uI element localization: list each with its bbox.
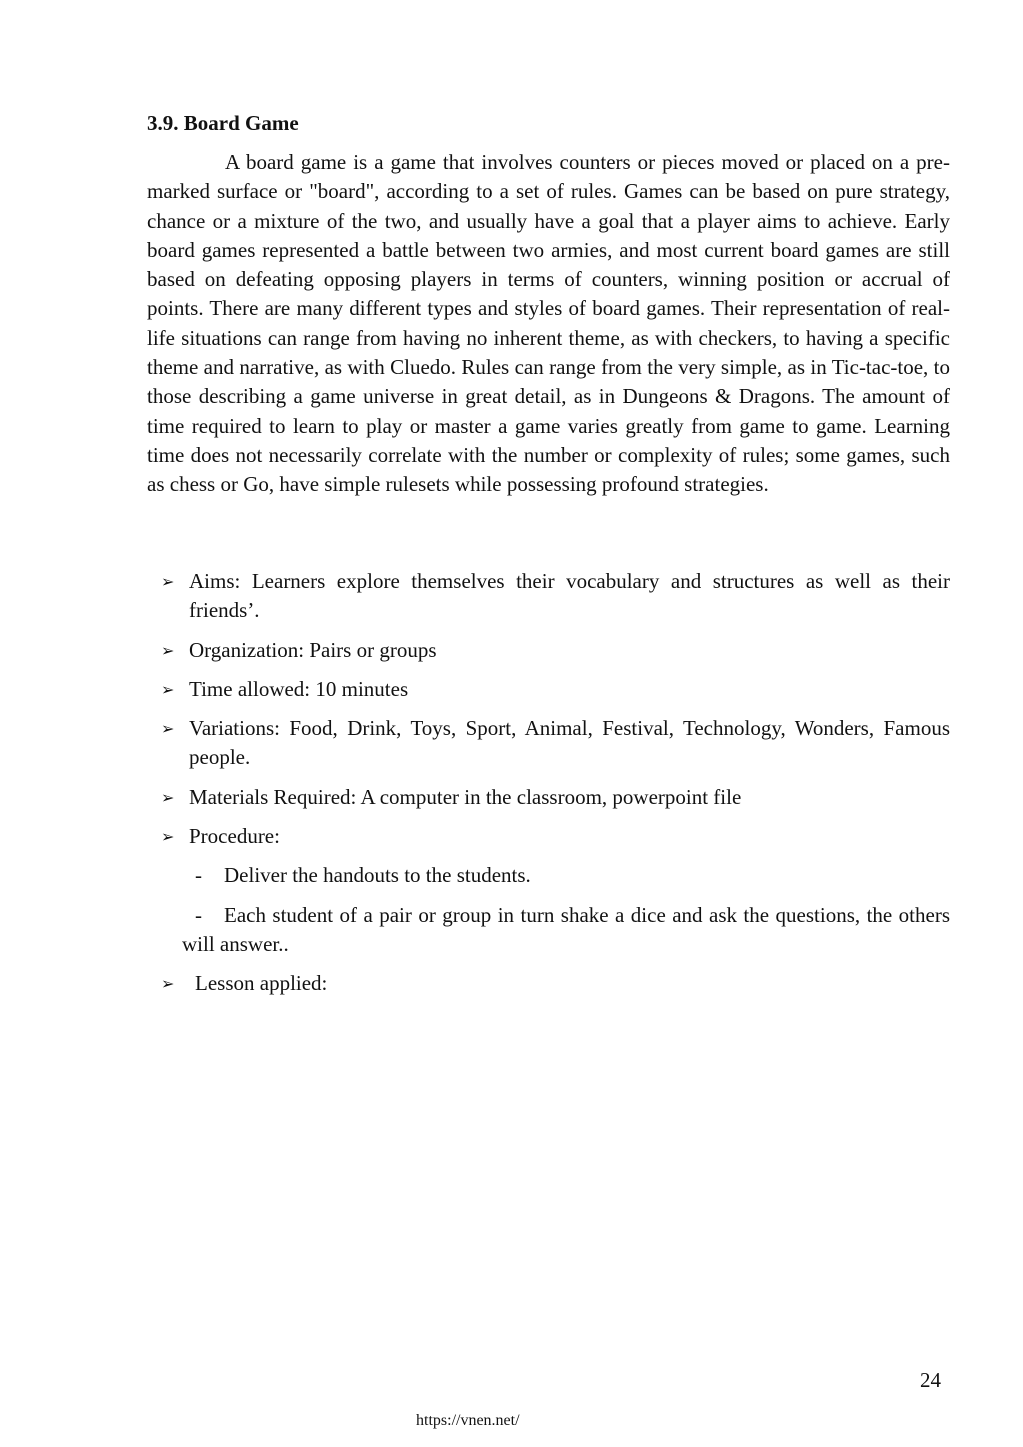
arrow-bullet-icon: ➢ bbox=[161, 719, 175, 739]
dash-bullet: - bbox=[195, 863, 202, 888]
variations-text: Variations: Food, Drink, Toys, Sport, Animal, Festival, Technology, Wonders, Famous people. bbox=[189, 716, 950, 770]
list-item-variations bbox=[147, 714, 950, 773]
arrow-bullet-icon: ➢ bbox=[161, 572, 175, 591]
arrow-bullet-icon: ➢ bbox=[161, 974, 175, 994]
procedure-step-1 bbox=[147, 861, 950, 890]
arrow-bullet-icon: ➢ bbox=[161, 787, 175, 807]
list-item-aims bbox=[147, 567, 950, 626]
page-number: 24 bbox=[920, 1368, 941, 1392]
materials-text: Materials Required: A computer in the classroom, powerpoint file bbox=[189, 784, 742, 809]
lesson-applied-text: Lesson applied: bbox=[195, 971, 328, 996]
section-heading: 3.9. Board Game bbox=[147, 111, 299, 135]
list-item-organization bbox=[147, 636, 950, 665]
arrow-bullet-icon: ➢ bbox=[161, 679, 175, 699]
list-item-materials bbox=[147, 783, 950, 812]
procedure-step-1-text: Deliver the handouts to the students. bbox=[224, 863, 531, 888]
procedure-step-2 bbox=[147, 901, 950, 960]
procedure-step-2-text bbox=[182, 901, 950, 960]
section-paragraph: A board game is a game that involves counters or pieces moved or placed on a pre-marked surface or "board", according to a set of rules. Games can be based on pure strategy, chance or a mixture of the two, and usually have a goal that a player aims to achieve. Early board games represented a battle between two armies, and most current board games are still based on defeating opposing players in terms of counters, winning position or accrual of points. There are many different types and styles of board games. Their representation of real-life situations can range from having no inherent theme, as with checkers, to having a specific theme and narrative, as with Cluedo. Rules can range from the very simple, as in Tic-tac-toe, to those describing a game universe in great detail, as in Dungeons & Dragons. The amount of time required to learn to play or master a game varies greatly from game to game. Learning time does not necessarily correlate with the number or complexity of rules; some games, such as chess or Go, have simple rulesets while possessing profound strategies. bbox=[147, 150, 950, 497]
time-allowed-text: Time allowed: 10 minutes bbox=[189, 676, 409, 701]
dash-bullet: - bbox=[195, 902, 202, 927]
procedure-text: Procedure: bbox=[189, 824, 280, 849]
organization-text: Organization: Pairs or groups bbox=[189, 637, 437, 662]
list-item-procedure bbox=[147, 822, 950, 851]
aims-text: Aims: Learners explore themselves their vocabulary and structures as well as their friends’. bbox=[189, 569, 950, 623]
activity-details-list bbox=[147, 567, 950, 1009]
list-item-time-allowed bbox=[147, 675, 950, 704]
footer-url: https://vnen.net/ bbox=[416, 1412, 520, 1429]
arrow-bullet-icon: ➢ bbox=[161, 827, 175, 847]
list-item-lesson-applied bbox=[147, 969, 950, 998]
arrow-bullet-icon: ➢ bbox=[161, 640, 175, 660]
procedure-step-2-content: Each student of a pair or group in turn shake a dice and ask the questions, the others will answer.. bbox=[182, 902, 950, 956]
